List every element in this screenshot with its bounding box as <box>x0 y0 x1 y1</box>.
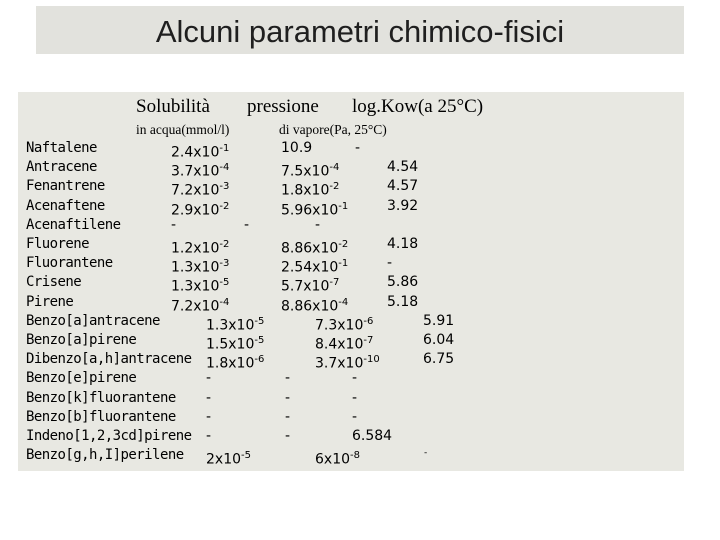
solubility-value: - <box>206 389 212 406</box>
row-name: Fluorantene <box>26 255 113 272</box>
row-name: Benzo[k]fluorantene <box>26 389 176 406</box>
solubility-value: $2.4x10^{-1}$ <box>171 143 230 161</box>
logkow-value: 3.92 <box>387 197 419 214</box>
logkow-value: 6.75 <box>423 351 455 368</box>
logkow-value: - <box>315 216 321 233</box>
row-name: Pirene <box>26 293 74 310</box>
solubility-value: $1.8x10^{-6}$ <box>206 354 265 372</box>
vapor-pressure-value: $7.5x10^{-4}$ <box>281 162 340 180</box>
header-pressure: pressione <box>247 96 319 117</box>
row-name: Naftalene <box>26 140 97 156</box>
vapor-pressure-value: $2.54x10^{-1}$ <box>281 258 349 276</box>
page-title: Alcuni parametri chimico-fisici <box>155 14 565 49</box>
logkow-value: - <box>387 255 393 272</box>
vapor-pressure-value: $6x10^{-8}$ <box>315 450 360 468</box>
vapor-pressure-value: - <box>285 389 291 406</box>
vapor-pressure-value: $8.86x10^{-4}$ <box>281 296 349 315</box>
solubility-value: $1.5x10^{-5}$ <box>206 335 265 353</box>
solubility-value: - <box>171 216 177 233</box>
row-name: Benzo[a]pirene <box>26 332 137 348</box>
row-name: Fluorene <box>26 236 90 252</box>
vapor-pressure-value: $3.7x10^{-10}$ <box>315 354 380 372</box>
row-name: Crisene <box>26 274 82 291</box>
row-name: Acenaftilene <box>26 216 121 233</box>
row-name: Benzo[a]antracene <box>26 312 160 329</box>
logkow-value: - <box>355 140 361 156</box>
logkow-value: 4.57 <box>387 178 419 195</box>
row-name: Acenaftene <box>26 197 105 214</box>
title-banner <box>36 6 684 54</box>
vapor-pressure-value: $8.4x10^{-7}$ <box>315 335 374 353</box>
solubility-value: $1.3x10^{-3}$ <box>171 258 230 276</box>
vapor-pressure-value: - <box>244 216 250 233</box>
row-name: Indeno[1,2,3cd]pirene <box>26 428 192 444</box>
logkow-value: 4.54 <box>387 159 419 176</box>
logkow-value: - <box>352 370 358 387</box>
vapor-pressure-value: $8.86x10^{-2}$ <box>281 239 349 257</box>
subheader-solubility: in acqua(mmol/l) <box>136 122 230 137</box>
logkow-value: - <box>352 408 358 425</box>
header-logkow: log.Kow(a 25°C) <box>352 96 484 117</box>
logkow-value: - <box>424 448 428 459</box>
solubility-value: $2x10^{-5}$ <box>206 450 251 468</box>
solubility-value: $7.2x10^{-4}$ <box>171 296 230 315</box>
solubility-value: $1.3x10^{-5}$ <box>206 315 265 334</box>
logkow-value: 5.91 <box>423 312 455 329</box>
logkow-value: - <box>352 389 358 406</box>
solubility-value: - <box>206 428 212 444</box>
logkow-value: 4.18 <box>387 236 419 252</box>
logkow-value: 6.04 <box>423 332 455 348</box>
solubility-value: - <box>206 408 212 425</box>
solubility-value: $3.7x10^{-4}$ <box>171 162 230 180</box>
solubility-value: $1.2x10^{-2}$ <box>171 239 230 257</box>
subheader-pressure: di vapore(Pa, 25°C) <box>279 122 387 137</box>
row-name: Antracene <box>26 159 97 176</box>
vapor-pressure-value: - <box>285 408 291 425</box>
row-name: Fenantrene <box>26 178 105 195</box>
vapor-pressure-value: 10.9 <box>281 140 313 156</box>
vapor-pressure-value: - <box>285 428 291 444</box>
header-solubility: Solubilità <box>136 96 210 117</box>
row-name: Dibenzo[a,h]antracene <box>26 351 192 368</box>
row-name: Benzo[b]fluorantene <box>26 408 176 425</box>
solubility-value: $2.9x10^{-2}$ <box>171 200 230 219</box>
solubility-value: $7.2x10^{-3}$ <box>171 181 230 200</box>
vapor-pressure-value: $1.8x10^{-2}$ <box>281 181 340 200</box>
row-name: Benzo[g,h,I]perilene <box>26 447 184 464</box>
row-name: Benzo[e]pirene <box>26 370 137 387</box>
vapor-pressure-value: $7.3x10^{-6}$ <box>315 315 374 334</box>
logkow-value: 5.86 <box>387 274 419 291</box>
logkow-value: 6.584 <box>352 428 393 444</box>
vapor-pressure-value: $5.96x10^{-1}$ <box>281 200 349 219</box>
vapor-pressure-value: - <box>285 370 291 387</box>
logkow-value: 5.18 <box>387 293 419 310</box>
vapor-pressure-value: $5.7x10^{-7}$ <box>281 277 340 296</box>
solubility-value: - <box>206 370 212 387</box>
solubility-value: $1.3x10^{-5}$ <box>171 277 230 296</box>
